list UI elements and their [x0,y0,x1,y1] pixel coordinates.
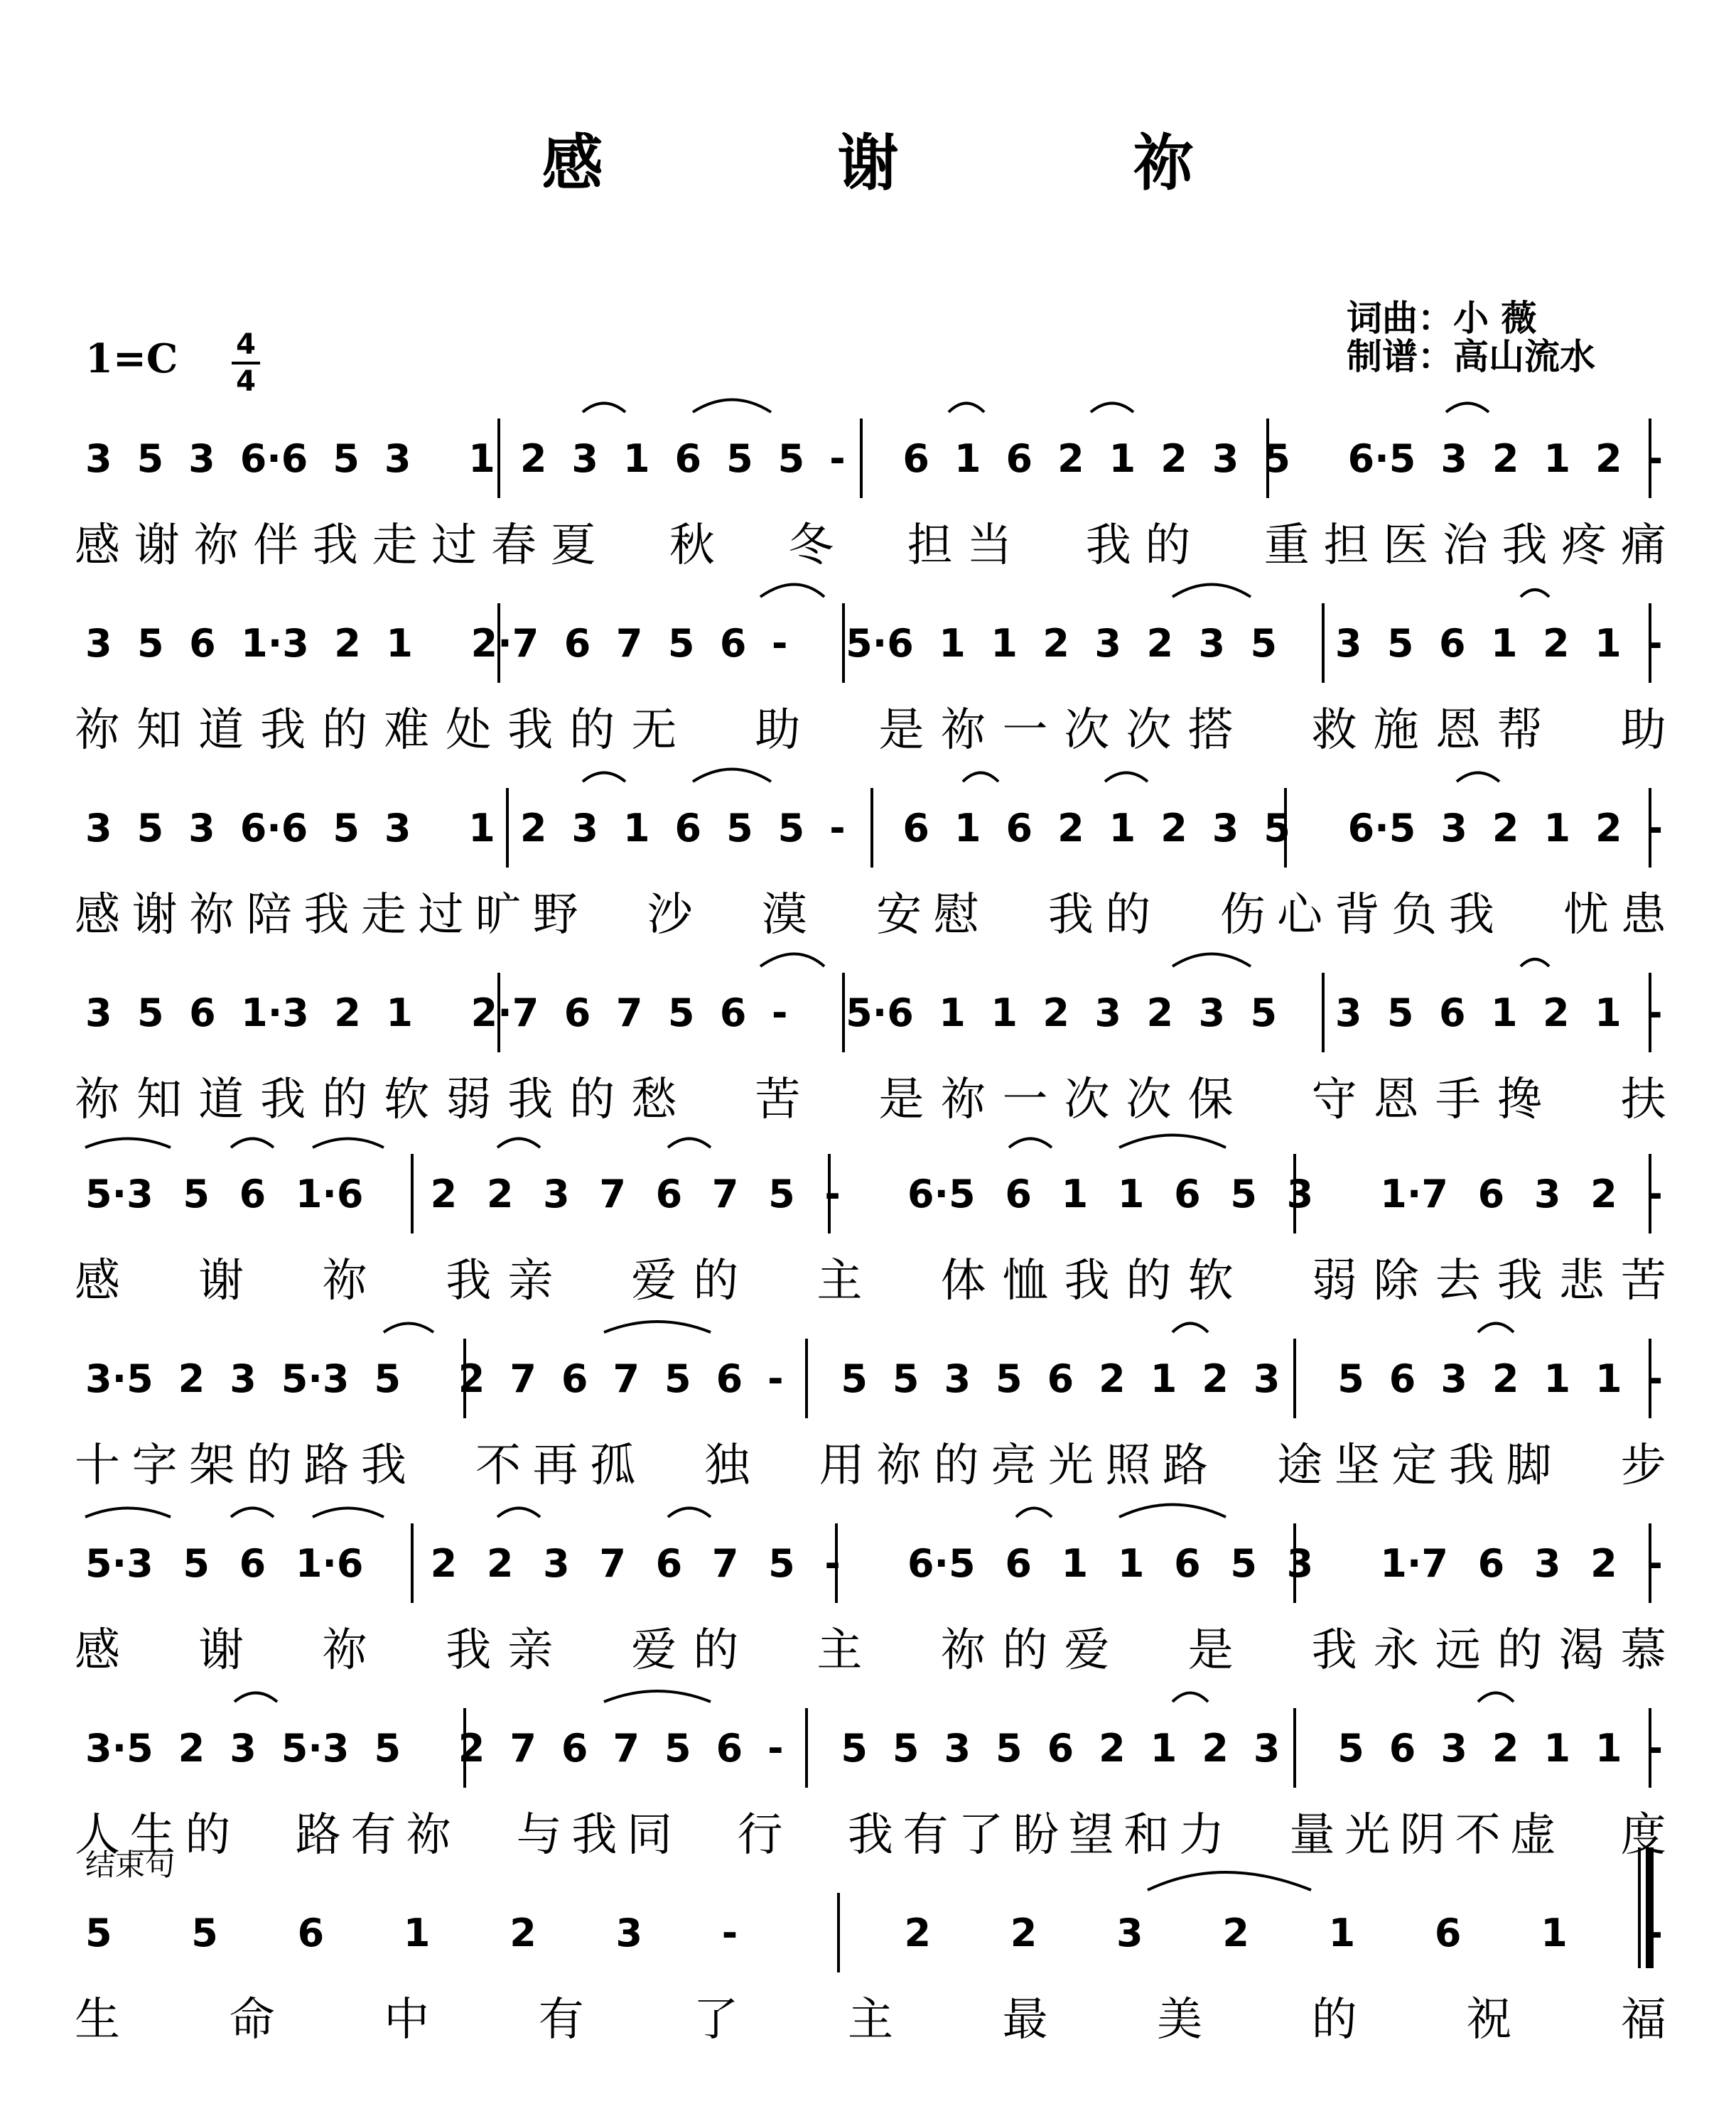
notation-line: 3·5 2 3 5·3 5 2 7 6 7 5 6 - 5 5 3 5 6 2 1 2 3 5 6 3 2 1 1 - [85,1725,1663,1771]
lyrics-line: 十 字 架 的 路 我 不 再 孤 独 用 祢 的 亮 光 照 路 途 坚 定 我 脚 步 [75,1440,1666,1492]
notation-line: 3 5 6 1·3 2 1 2·7 6 7 5 6 - 5·6 1 1 2 3 2 3 5 3 5 6 1 2 1 - [85,990,1663,1035]
lyrics-line: 祢 知 道 我 的 难 处 我 的 无 助 是 祢 一 次 次 搭 救 施 恩 帮 助 [75,704,1666,757]
key-signature: 1=C [85,335,178,382]
notation-line: 5·3 5 6 1·6 2 2 3 7 6 7 5 - 6·5 6 1 1 6 5 3 1·7 6 3 2 - [85,1540,1663,1586]
lyrics-line: 感 谢 祢 我 亲 爱 的 主 祢 的 爱 是 我 永 远 的 渴 慕 [75,1624,1666,1677]
notation-credit: 制谱：高山流水 [1347,336,1595,377]
notation-line: 5·3 5 6 1·6 2 2 3 7 6 7 5 - 6·5 6 1 1 6 5 3 1·7 6 3 2 - [85,1171,1663,1216]
lyrics-line: 感 谢 祢 伴 我 走 过 春 夏 秋 冬 担 当 我 的 重 担 医 治 我 疼 痛 [75,519,1666,572]
notation-line: 3 5 3 6·6 5 3 1 2 3 1 6 5 5 - 6 1 6 2 1 2 3 5 6·5 3 2 1 2 - [85,805,1663,851]
notation-line: 3 5 6 1·3 2 1 2·7 6 7 5 6 - 5·6 1 1 2 3 2 3 5 3 5 6 1 2 1 - [85,620,1663,666]
time-signature-top: 4 [236,328,256,361]
notation-line: 3·5 2 3 5·3 5 2 7 6 7 5 6 - 5 5 3 5 6 2 1 2 3 5 6 3 2 1 1 - [85,1356,1663,1401]
page-title: 感 谢 祢 [541,128,1301,199]
time-signature-bottom: 4 [236,365,256,398]
composer-credit: 词曲：小 薇 [1347,298,1537,339]
lyrics-line: 感 谢 祢 陪 我 走 过 旷 野 沙 漠 安 慰 我 的 伤 心 背 负 我 忧 患 [75,889,1666,941]
lyrics-line: 祢 知 道 我 的 软 弱 我 的 愁 苦 是 祢 一 次 次 保 守 恩 手 搀 扶 [75,1074,1666,1126]
lyrics-line: 生 命 中 有 了 主 最 美 的 祝 福 [75,1994,1666,2046]
ending-label: 结束句 [85,1847,176,1882]
notation-line: 5 5 6 1 2 3 - 2 2 3 2 1 6 1 - [85,1910,1663,1955]
notation-line: 3 5 3 6·6 5 3 1 2 3 1 6 5 5 - 6 1 6 2 1 2 3 5 6·5 3 2 1 2 - [85,436,1663,481]
lyrics-line: 人 生 的 路 有 祢 与 我 同 行 我 有 了 盼 望 和 力 量 光 阴 不 虚 度 [75,1809,1666,1862]
lyrics-line: 感 谢 祢 我 亲 爱 的 主 体 恤 我 的 软 弱 除 去 我 悲 苦 [75,1255,1666,1307]
